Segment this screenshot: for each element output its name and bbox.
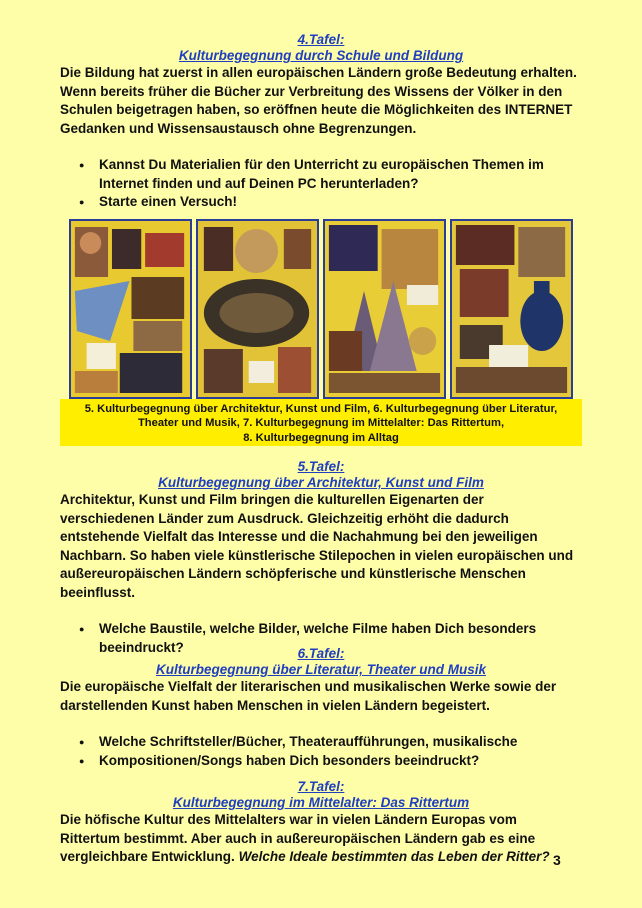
section-7-paragraph (0, 811, 642, 867)
section-4 (0, 32, 642, 212)
list-item: ● Starte einen Versuch! (99, 193, 582, 212)
list-item: ● Welche Schriftsteller/Bücher, Theateraufführungen, musikalische (99, 733, 582, 752)
section-4-title: Kulturbegegnung durch Schule und Bildung (178, 48, 464, 63)
section-4-bullets (0, 156, 642, 212)
section-7-title: Kulturbegegnung im Mittelalter: Das Rittertum (172, 795, 470, 810)
section-5-paragraph: Architektur, Kunst und Film bringen die kulturellen Eigenarten der verschiedenen Länder zum Ausdruck. Gleichzeitig erhöht die dadurch entstehende Vielfalt das Interesse und die Nachahmung bei den jeweiligen Nachbarn. So haben viele künstlerische Stilepochen in vielen europäischen und außereuropäischen Ländern schöpferische und künstlerische Menschen beeinflusst. (60, 492, 574, 600)
section-6-title: Kulturbegegnung über Literatur, Theater und Musik (155, 662, 487, 677)
section-7-number: 7.Tafel: (297, 779, 345, 794)
section-6-heading (0, 646, 642, 678)
section-6-number: 6.Tafel: (297, 646, 345, 661)
poster-panel-5 (69, 219, 192, 399)
section-5 (0, 459, 642, 657)
section-4-heading (0, 32, 642, 64)
section-5-number: 5.Tafel: (297, 459, 345, 474)
section-6-paragraph: Die europäische Vielfalt der literarischen und musikalischen Werke sowie der darstellenden Kunst haben Menschen in vielen Ländern begeistert. (60, 679, 557, 713)
caption-line: 8. Kulturbegegnung im Alltag (243, 431, 399, 444)
section-7-text: Die höfische Kultur des Mittelalters war in vielen Ländern Europas vom Rittertum bestimmt. Aber auch in außereuropäischen Ländern gab es eine vergleichbare Entwicklung. (60, 812, 536, 864)
poster-collage (69, 219, 573, 399)
list-item: ● Welche Baustile, welche Bilder, welche Filme haben Dich besonders beeindruckt? (99, 620, 582, 657)
poster-panel-7 (323, 219, 446, 399)
poster-panel-8 (450, 219, 573, 399)
section-6 (0, 646, 642, 770)
poster-panel-6 (196, 219, 319, 399)
section-4-paragraph: Die Bildung hat zuerst in allen europäischen Ländern große Bedeutung erhalten. Wenn bereits früher die Bücher zur Verbreitung des Wissens der Völker in den Schulen beigetragen haben, so eröffnen heute die Möglichkeiten des INTERNET Gedanken und Wissensaustausch ohne Begrenzungen. (60, 65, 577, 136)
collage-caption (60, 399, 582, 446)
section-5-heading (0, 459, 642, 491)
caption-line: 5. Kulturbegegnung über Architektur, Kunst und Film, 6. Kulturbegegnung über Literatur, (84, 403, 558, 415)
section-7-heading (0, 779, 642, 811)
caption-line: Theater und Musik, 7. Kulturbegegnung im Mittelalter: Das Rittertum, (137, 417, 505, 430)
page-number: 3 (553, 852, 561, 868)
section-6-bullets (0, 733, 642, 770)
section-4-number: 4.Tafel: (297, 32, 345, 47)
section-7-question: Welche Ideale bestimmten das Leben der Ritter? (238, 849, 550, 864)
list-item: ● Kompositionen/Songs haben Dich besonders beeindruckt? (99, 752, 582, 771)
section-5-title: Kulturbegegnung über Architektur, Kunst und Film (158, 475, 484, 490)
section-7 (0, 779, 642, 867)
list-item: ● Kannst Du Materialien für den Unterricht zu europäischen Themen im Internet finden und auf Deinen PC herunterladen? (99, 156, 582, 193)
